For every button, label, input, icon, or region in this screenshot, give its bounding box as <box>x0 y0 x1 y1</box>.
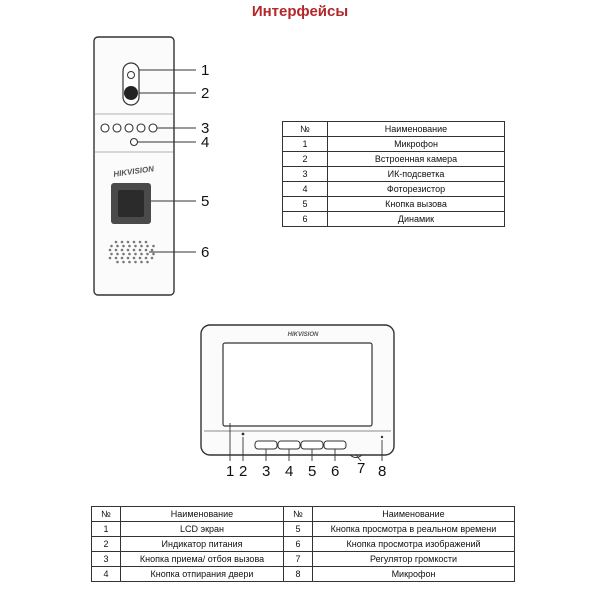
outdoor-components-table <box>282 121 505 227</box>
speaker-hole <box>116 261 119 264</box>
speaker-hole <box>127 257 130 260</box>
row-name: Встроенная камера <box>328 152 505 167</box>
outdoor-panel <box>94 37 209 295</box>
row-number: 2 <box>92 537 121 552</box>
table-row <box>92 567 515 582</box>
speaker-hole <box>140 261 143 264</box>
table-row <box>92 537 515 552</box>
monitor-callout-8: 8 <box>378 463 387 480</box>
row-number: 5 <box>283 197 328 212</box>
monitor-brand-logo: HIKVISION <box>287 332 319 338</box>
speaker-hole <box>115 249 118 252</box>
speaker-hole <box>139 257 142 260</box>
table-row <box>283 137 505 152</box>
row-name: Кнопка отпирания двери <box>121 567 284 582</box>
row-number: 2 <box>283 152 328 167</box>
speaker-hole <box>133 257 136 260</box>
outdoor-callouts <box>201 62 209 261</box>
speaker-hole <box>127 249 130 252</box>
speaker-hole <box>146 245 149 248</box>
header-name: Наименование <box>313 507 515 522</box>
outdoor-callout-4: 4 <box>201 134 210 151</box>
table-row <box>283 212 505 227</box>
header-number: № <box>283 122 328 137</box>
speaker-hole <box>139 249 142 252</box>
outdoor-callout-5: 5 <box>201 193 210 210</box>
table-header-row <box>283 122 505 137</box>
table-header-row <box>92 507 515 522</box>
speaker-hole <box>146 261 149 264</box>
speaker-hole <box>121 241 124 244</box>
table-row <box>283 182 505 197</box>
monitor-callouts <box>226 460 386 480</box>
row-name: ИК-подсветка <box>328 167 505 182</box>
speaker-hole <box>146 253 149 256</box>
header-name: Наименование <box>328 122 505 137</box>
monitor-microphone <box>381 436 383 438</box>
monitor-callout-1: 1 <box>226 463 235 480</box>
speaker-hole <box>128 253 131 256</box>
speaker-hole <box>122 245 125 248</box>
camera-lens <box>124 86 138 100</box>
speaker-hole <box>134 261 137 264</box>
speaker-hole <box>152 253 155 256</box>
speaker-hole <box>152 245 155 248</box>
speaker-hole <box>134 245 137 248</box>
outdoor-callout-6: 6 <box>201 244 210 261</box>
speaker-hole <box>151 249 154 252</box>
row-name: Индикатор питания <box>121 537 284 552</box>
table-row <box>283 197 505 212</box>
row-name: Микрофон <box>328 137 505 152</box>
row-number: 4 <box>283 182 328 197</box>
photoresistor <box>131 139 138 146</box>
header-number: № <box>92 507 121 522</box>
speaker-hole <box>128 261 131 264</box>
speaker-hole <box>133 241 136 244</box>
outdoor-callout-2: 2 <box>201 85 210 102</box>
speaker-hole <box>115 241 118 244</box>
speaker-hole <box>134 253 137 256</box>
row-name: Регулятор громкости <box>313 552 515 567</box>
speaker-hole <box>116 253 119 256</box>
monitor-callout-2: 2 <box>239 463 248 480</box>
row-name: LCD экран <box>121 522 284 537</box>
panel-brand-logo: HIKVISION <box>112 164 155 179</box>
speaker-hole <box>139 241 142 244</box>
row-number: 8 <box>284 567 313 582</box>
row-number: 5 <box>284 522 313 537</box>
row-number: 3 <box>283 167 328 182</box>
row-number: 6 <box>283 212 328 227</box>
speaker-hole <box>145 249 148 252</box>
row-name: Кнопка просмотра изображений <box>313 537 515 552</box>
speaker-hole <box>128 245 131 248</box>
indoor-monitor <box>201 325 394 480</box>
monitor-callout-4: 4 <box>285 463 294 480</box>
table-row <box>283 152 505 167</box>
table-row <box>92 522 515 537</box>
header-number: № <box>284 507 313 522</box>
speaker-hole <box>109 249 112 252</box>
speaker-hole <box>122 261 125 264</box>
monitor-callout-7: 7 <box>357 460 366 477</box>
row-number: 7 <box>284 552 313 567</box>
row-number: 1 <box>92 522 121 537</box>
row-name: Динамик <box>328 212 505 227</box>
speaker-hole <box>121 249 124 252</box>
monitor-callout-6: 6 <box>331 463 340 480</box>
row-name: Фоторезистор <box>328 182 505 197</box>
speaker-hole <box>122 253 125 256</box>
speaker-hole <box>133 249 136 252</box>
page-title: Интерфейсы <box>251 3 349 20</box>
table-row <box>92 552 515 567</box>
row-number: 3 <box>92 552 121 567</box>
monitor-callout-3: 3 <box>262 463 271 480</box>
speaker-hole <box>121 257 124 260</box>
row-name: Кнопка вызова <box>328 197 505 212</box>
row-name: Микрофон <box>313 567 515 582</box>
row-number: 1 <box>283 137 328 152</box>
header-name: Наименование <box>121 507 284 522</box>
speaker-hole <box>145 257 148 260</box>
speaker-hole <box>110 245 113 248</box>
lcd-screen <box>223 343 372 426</box>
row-name: Кнопка приема/ отбоя вызова <box>121 552 284 567</box>
table-row <box>283 167 505 182</box>
speaker-hole <box>140 245 143 248</box>
speaker-hole <box>115 257 118 260</box>
row-name: Кнопка просмотра в реальном времени <box>313 522 515 537</box>
monitor-callout-5: 5 <box>308 463 317 480</box>
speaker-hole <box>110 253 113 256</box>
speaker-hole <box>140 253 143 256</box>
power-indicator <box>242 433 245 436</box>
speaker-hole <box>145 241 148 244</box>
outdoor-callout-1: 1 <box>201 62 210 79</box>
speaker-hole <box>127 241 130 244</box>
row-number: 4 <box>92 567 121 582</box>
outdoor-callout-3: 3 <box>201 120 210 137</box>
monitor-components-table <box>91 506 515 582</box>
speaker-hole <box>109 257 112 260</box>
speaker-hole <box>116 245 119 248</box>
speaker-hole <box>151 257 154 260</box>
row-number: 6 <box>284 537 313 552</box>
